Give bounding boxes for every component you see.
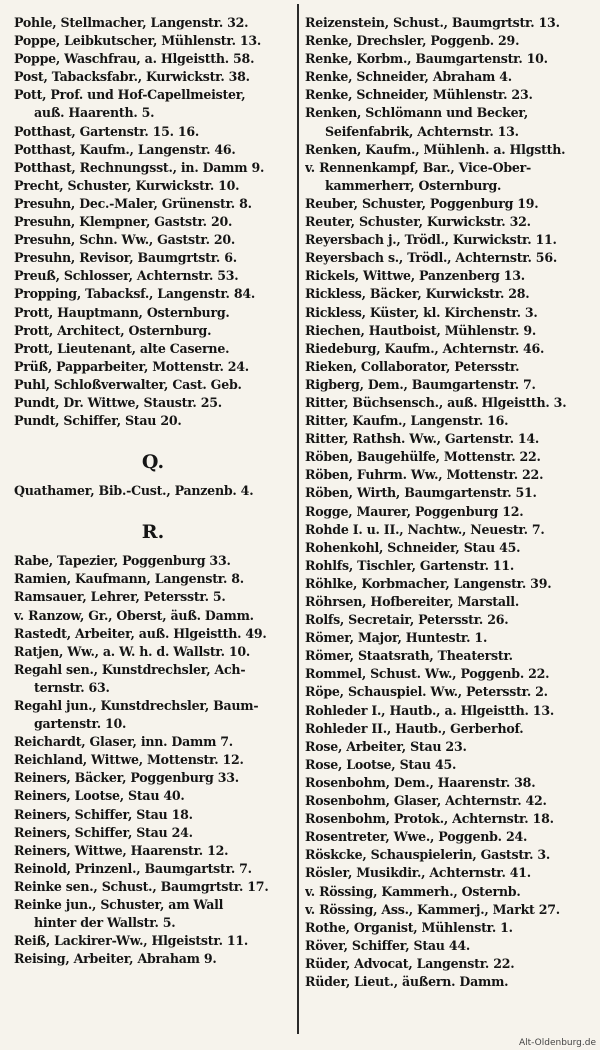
directory-entry-line: Reichland, Wittwe, Mottenstr. 12. [14, 752, 244, 768]
column-divider [297, 4, 299, 1034]
directory-entry-line: Rohleder I., Hautb., a. Hlgeistth. 13. [305, 702, 554, 718]
directory-entry-line: Rieken, Collaborator, Petersstr. [305, 358, 520, 374]
directory-entry-line: Ritter, Rathsh. Ww., Gartenstr. 14. [305, 431, 540, 447]
directory-entry-line: Riechen, Hautboist, Mühlenstr. 9. [305, 322, 536, 338]
directory-entry-line: Propping, Tabacksf., Langenstr. 84. [14, 286, 255, 302]
directory-entry-line: Potthast, Gartenstr. 15. 16. [14, 123, 200, 139]
directory-entry-line: Reinke sen., Schust., Baumgrtstr. 17. [14, 878, 269, 894]
directory-entry-line: Presuhn, Revisor, Baumgrtstr. 6. [14, 250, 237, 266]
directory-entry-line: Presuhn, Klempner, Gaststr. 20. [14, 214, 233, 230]
directory-entry-line: Renken, Schlömann und Becker, [305, 105, 529, 121]
directory-entry-line: Seifenfabrik, Achternstr. 13. [325, 123, 519, 139]
directory-entry-line: Rolfs, Secretair, Petersstr. 26. [305, 612, 509, 628]
directory-entry-line: Renke, Korbm., Baumgartenstr. 10. [305, 51, 548, 67]
directory-entry-line: Preuß, Schlosser, Achternstr. 53. [14, 268, 239, 284]
directory-entry-line: Pundt, Dr. Wittwe, Staustr. 25. [14, 394, 222, 410]
directory-entry-line: Prott, Lieutenant, alte Caserne. [14, 340, 230, 356]
directory-entry-line: Ratjen, Ww., a. W. h. d. Wallstr. 10. [14, 643, 251, 659]
spacer [14, 500, 292, 512]
directory-entry-line: Regahl sen., Kunstdrechsler, Ach- [14, 661, 246, 677]
directory-entry-line: Precht, Schuster, Kurwickstr. 10. [14, 177, 240, 193]
directory-entry-line: Röpe, Schauspiel. Ww., Petersstr. 2. [305, 684, 548, 700]
directory-entry-line: Reiners, Schiffer, Stau 24. [14, 824, 193, 840]
directory-entry-line: Röben, Baugehülfe, Mottenstr. 22. [305, 449, 541, 465]
directory-entry-line: Reiners, Schiffer, Stau 18. [14, 806, 193, 822]
directory-entry-line: Rohleder II., Hautb., Gerberhof. [305, 720, 524, 736]
section-heading-q: Q. [141, 451, 165, 474]
directory-entry-line: Rickless, Küster, kl. Kirchenstr. 3. [305, 304, 538, 320]
directory-entry-line: ternstr. 63. [34, 679, 110, 695]
directory-entry-line: Reinold, Prinzenl., Baumgartstr. 7. [14, 860, 252, 876]
directory-entry-line: Reizenstein, Schust., Baumgrtstr. 13. [305, 15, 560, 30]
entries-r [14, 552, 292, 968]
directory-entry-line: Rohlfs, Tischler, Gartenstr. 11. [305, 557, 515, 573]
watermark: Alt-Oldenburg.de [518, 1038, 596, 1048]
directory-entry-line: Rosenbohm, Protok., Achternstr. 18. [305, 811, 554, 827]
directory-entry-line: Reiners, Lootse, Stau 40. [14, 788, 185, 804]
directory-entry-line: Poppe, Waschfrau, a. Hlgeistth. 58. [14, 51, 255, 67]
directory-entry-line: Renke, Schneider, Abraham 4. [305, 69, 512, 85]
directory-entry-line: Potthast, Rechnungsst., in. Damm 9. [14, 159, 265, 175]
directory-entry-line: v. Rennenkampf, Bar., Vice-Ober- [305, 159, 532, 175]
directory-entry-line: Rothe, Organist, Mühlenstr. 1. [305, 919, 513, 935]
section-heading-r: R. [141, 521, 165, 544]
directory-entry-line: Rose, Arbeiter, Stau 23. [305, 738, 467, 754]
directory-entry-line: Reyersbach s., Trödl., Achternstr. 56. [305, 250, 557, 266]
directory-entry-line: Renke, Drechsler, Poggenb. 29. [305, 33, 520, 49]
directory-entry-line: gartenstr. 10. [34, 716, 127, 732]
directory-entry-line: Pundt, Schiffer, Stau 20. [14, 413, 182, 429]
directory-entry-line: Rickless, Bäcker, Kurwickstr. 28. [305, 286, 530, 302]
directory-entry-line: Röver, Schiffer, Stau 44. [305, 937, 470, 953]
directory-entry-line: Rohde I. u. II., Nachtw., Neuestr. 7. [305, 521, 545, 537]
directory-entry-line: Röskcke, Schauspielerin, Gaststr. 3. [305, 847, 551, 863]
directory-entry-line: Rosenbohm, Glaser, Achternstr. 42. [305, 793, 547, 809]
directory-entry-line: Röben, Wirth, Baumgartenstr. 51. [305, 485, 537, 501]
directory-entry-line: Reyersbach j., Trödl., Kurwickstr. 11. [305, 232, 557, 248]
entries-q [14, 482, 292, 500]
directory-entry-line: Rabe, Tapezier, Poggenburg 33. [14, 553, 231, 569]
directory-entry-line: Römer, Staatsrath, Theaterstr. [305, 648, 513, 664]
directory-entry-line: Reising, Arbeiter, Abraham 9. [14, 951, 217, 967]
directory-entry-line: Poppe, Leibkutscher, Mühlenstr. 13. [14, 33, 262, 49]
directory-entry-line: Rüder, Lieut., äußern. Damm. [305, 973, 509, 989]
directory-entry-line: Röhlke, Korbmacher, Langenstr. 39. [305, 575, 552, 591]
entries-right [305, 14, 587, 991]
directory-entry-line: auß. Haarenth. 5. [34, 105, 155, 121]
directory-entry-line: Rösler, Musikdir., Achternstr. 41. [305, 865, 531, 881]
directory-entry-line: Reichardt, Glaser, inn. Damm 7. [14, 734, 233, 750]
directory-entry-line: Ramien, Kaufmann, Langenstr. 8. [14, 571, 244, 587]
directory-entry-line: Rosenbohm, Dem., Haarenstr. 38. [305, 774, 536, 790]
directory-entry-line: Rastedt, Arbeiter, auß. Hlgeistth. 49. [14, 625, 267, 641]
directory-entry-line: Presuhn, Schn. Ww., Gaststr. 20. [14, 232, 236, 248]
directory-entry-line: kammerherr, Osternburg. [325, 177, 502, 193]
directory-entry-line: Ramsauer, Lehrer, Petersstr. 5. [14, 589, 226, 605]
directory-entry-line: Renke, Schneider, Mühlenstr. 23. [305, 87, 533, 103]
directory-entry-line: v. Rössing, Kammerh., Osternb. [305, 883, 521, 899]
directory-entry-line: Rüder, Advocat, Langenstr. 22. [305, 955, 515, 971]
directory-entry-line: v. Rössing, Ass., Kammerj., Markt 27. [305, 901, 560, 917]
directory-entry-line: Post, Tabacksfabr., Kurwickstr. 38. [14, 69, 250, 85]
directory-entry-line: Rogge, Maurer, Poggenburg 12. [305, 503, 524, 519]
directory-entry-line: Prüß, Papparbeiter, Mottenstr. 24. [14, 358, 249, 374]
spacer [14, 430, 292, 442]
directory-entry-line: Prott, Architect, Osternburg. [14, 322, 212, 338]
directory-entry-line: Renken, Kaufm., Mühlenh. a. Hlgstth. [305, 141, 566, 157]
directory-entry-line: Reuter, Schuster, Kurwickstr. 32. [305, 214, 531, 230]
directory-entry-line: Presuhn, Dec.-Maler, Grünenstr. 8. [14, 195, 252, 211]
right-column [305, 14, 587, 991]
directory-entry-line: Reinke jun., Schuster, am Wall [14, 897, 224, 913]
directory-entry-line: Rommel, Schust. Ww., Poggenb. 22. [305, 666, 550, 682]
directory-entry-line: Ritter, Kaufm., Langenstr. 16. [305, 413, 509, 429]
directory-entry-line: Rosentreter, Wwe., Poggenb. 24. [305, 829, 528, 845]
directory-entry-line: Rigberg, Dem., Baumgartenstr. 7. [305, 376, 536, 392]
directory-entry-line: Röhrsen, Hofbereiter, Marstall. [305, 594, 519, 609]
entries-p [14, 14, 292, 430]
directory-entry-line: Quathamer, Bib.-Cust., Panzenb. 4. [14, 483, 254, 499]
directory-entry-line: Römer, Major, Huntestr. 1. [305, 630, 488, 646]
directory-entry-line: Regahl jun., Kunstdrechsler, Baum- [14, 698, 259, 713]
directory-entry-line: Rickels, Wittwe, Panzenberg 13. [305, 268, 525, 284]
directory-entry-line: Röben, Fuhrm. Ww., Mottenstr. 22. [305, 467, 544, 483]
directory-entry-line: Potthast, Kaufm., Langenstr. 46. [14, 141, 236, 157]
directory-entry-line: v. Ranzow, Gr., Oberst, äuß. Damm. [14, 607, 254, 623]
directory-entry-line: hinter der Wallstr. 5. [34, 915, 176, 931]
directory-entry-line: Rohenkohl, Schneider, Stau 45. [305, 539, 521, 555]
left-column [14, 14, 292, 968]
directory-entry-line: Reuber, Schuster, Poggenburg 19. [305, 195, 539, 211]
directory-entry-line: Reiß, Lackirer-Ww., Hlgeiststr. 11. [14, 933, 248, 949]
directory-entry-line: Reiners, Wittwe, Haarenstr. 12. [14, 842, 229, 858]
directory-entry-line: Ritter, Büchsensch., auß. Hlgeistth. 3. [305, 394, 567, 410]
directory-entry-line: Reiners, Bäcker, Poggenburg 33. [14, 770, 239, 786]
directory-entry-line: Rose, Lootse, Stau 45. [305, 756, 457, 772]
directory-entry-line: Riedeburg, Kaufm., Achternstr. 46. [305, 340, 545, 356]
directory-entry-line: Puhl, Schloßverwalter, Cast. Geb. [14, 376, 242, 392]
directory-entry-line: Prott, Hauptmann, Osternburg. [14, 304, 230, 320]
directory-entry-line: Pohle, Stellmacher, Langenstr. 32. [14, 15, 249, 30]
directory-entry-line: Pott, Prof. und Hof-Capellmeister, [14, 87, 246, 103]
